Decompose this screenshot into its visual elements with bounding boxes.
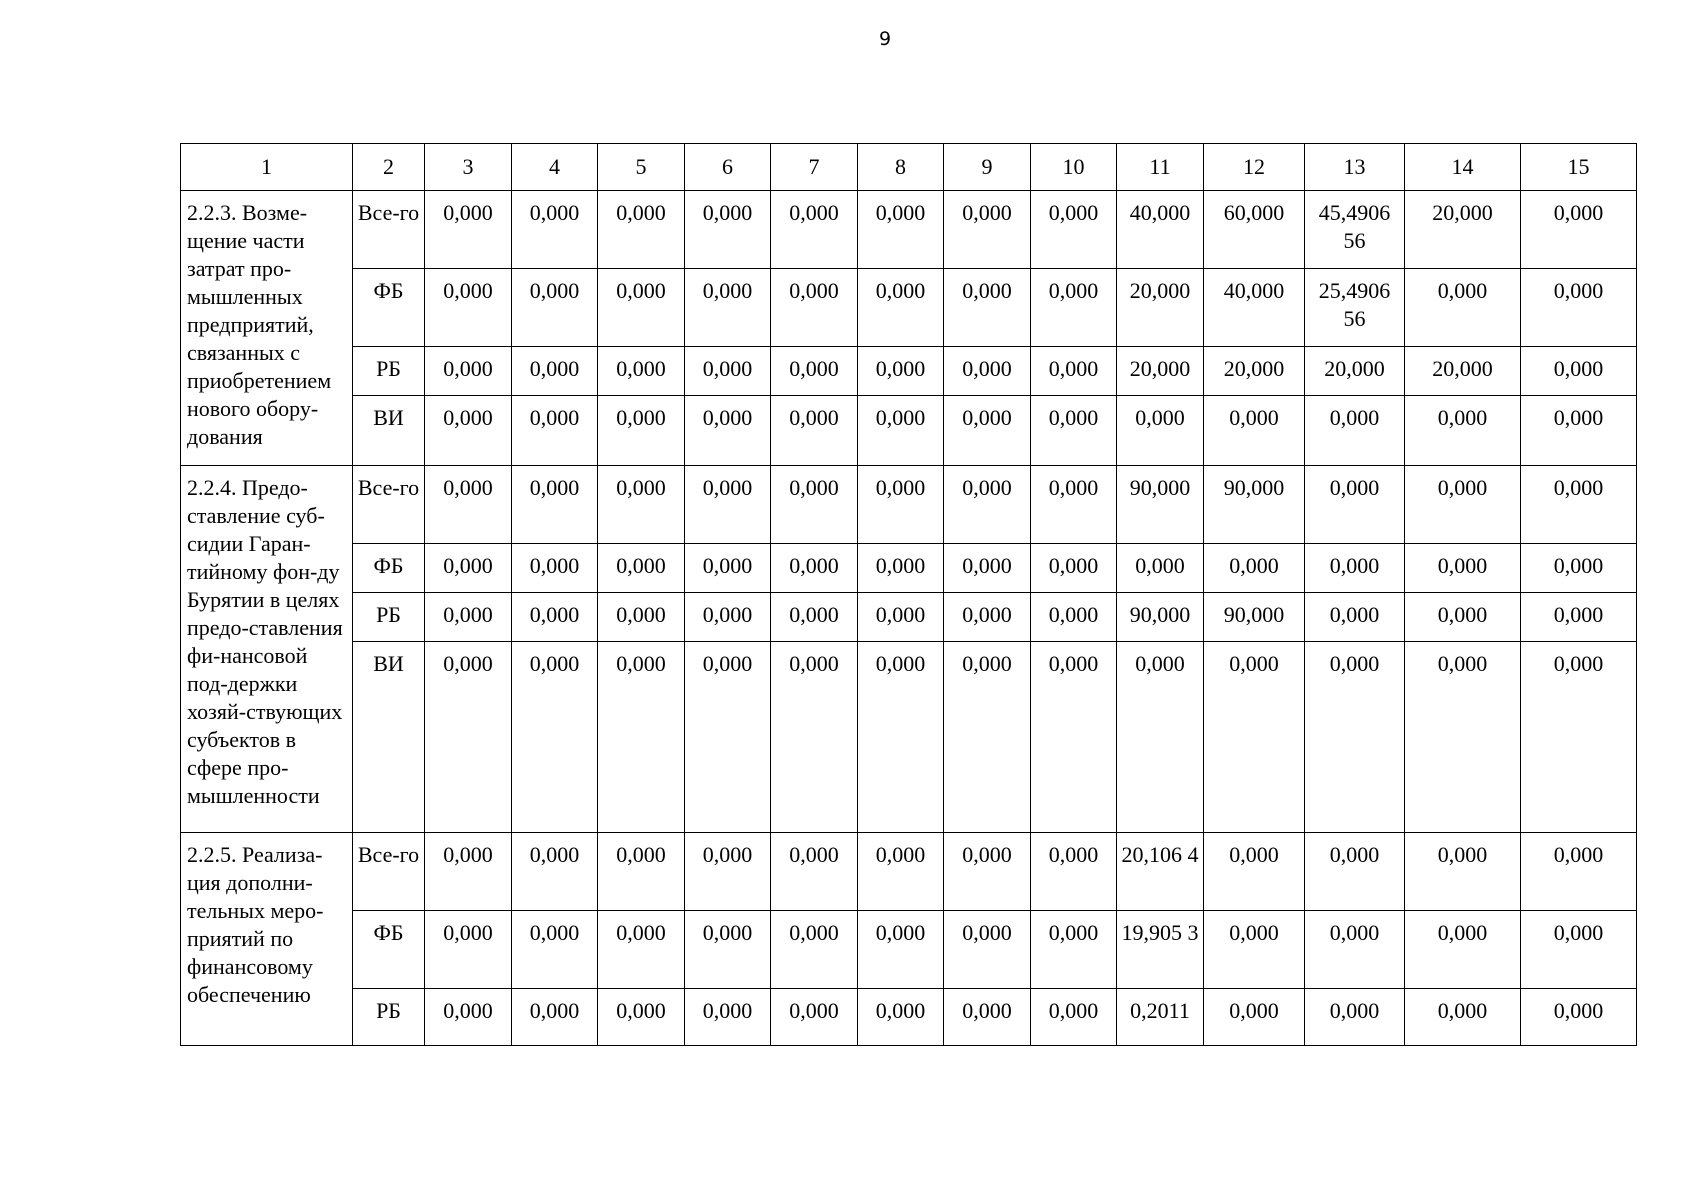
value-cell: 0,000: [1405, 396, 1521, 466]
column-header: 1: [181, 144, 353, 191]
value-cell: 0,000: [1405, 466, 1521, 544]
table-header-row: [181, 144, 1637, 191]
column-header: 7: [771, 144, 858, 191]
value-cell: 0,000: [858, 989, 944, 1046]
value-cell: 0,000: [1521, 833, 1637, 911]
value-cell: 0,000: [598, 833, 685, 911]
value-cell: 0,000: [1031, 911, 1117, 989]
value-cell: 0,000: [944, 833, 1031, 911]
value-cell: 0,000: [858, 833, 944, 911]
funding-source-cell: ФБ: [353, 544, 425, 593]
funding-source-cell: Все-го: [353, 191, 425, 269]
column-header: 5: [598, 144, 685, 191]
value-cell: 0,000: [685, 347, 771, 396]
value-cell: 20,000: [1117, 269, 1204, 347]
value-cell: 0,000: [771, 466, 858, 544]
table-row: [181, 466, 1637, 544]
value-cell: 0,000: [1031, 347, 1117, 396]
table-row: [181, 989, 1637, 1046]
value-cell: 0,000: [1031, 466, 1117, 544]
value-cell: 0,000: [1521, 466, 1637, 544]
value-cell: 0,000: [598, 989, 685, 1046]
funding-source-cell: ВИ: [353, 396, 425, 466]
value-cell: 20,000: [1204, 347, 1305, 396]
value-cell: 0,000: [425, 911, 512, 989]
value-cell: 0,000: [771, 191, 858, 269]
value-cell: 0,000: [771, 544, 858, 593]
value-cell: 0,000: [944, 466, 1031, 544]
value-cell: 0,000: [1405, 544, 1521, 593]
value-cell: 0,000: [685, 911, 771, 989]
value-cell: 0,000: [598, 911, 685, 989]
value-cell: 20,106 4: [1117, 833, 1204, 911]
value-cell: 0,000: [512, 911, 598, 989]
value-cell: 0,000: [858, 396, 944, 466]
value-cell: 90,000: [1204, 593, 1305, 642]
value-cell: 0,000: [685, 396, 771, 466]
value-cell: 0,000: [1305, 544, 1405, 593]
column-header: 4: [512, 144, 598, 191]
value-cell: 0,000: [425, 989, 512, 1046]
value-cell: 0,000: [512, 191, 598, 269]
value-cell: 0,000: [944, 911, 1031, 989]
value-cell: 0,000: [512, 833, 598, 911]
value-cell: 0,000: [1521, 544, 1637, 593]
value-cell: 20,000: [1305, 347, 1405, 396]
value-cell: 0,000: [1117, 642, 1204, 833]
value-cell: 0,000: [425, 544, 512, 593]
funding-source-cell: РБ: [353, 593, 425, 642]
value-cell: 0,000: [944, 347, 1031, 396]
value-cell: 0,000: [1204, 989, 1305, 1046]
value-cell: 0,000: [771, 911, 858, 989]
value-cell: 0,000: [944, 191, 1031, 269]
value-cell: 0,000: [685, 191, 771, 269]
value-cell: 0,000: [1204, 911, 1305, 989]
value-cell: 0,000: [1405, 911, 1521, 989]
column-header: 8: [858, 144, 944, 191]
value-cell: 0,000: [685, 833, 771, 911]
value-cell: 0,000: [1204, 642, 1305, 833]
value-cell: 0,000: [1521, 642, 1637, 833]
value-cell: 0,000: [425, 593, 512, 642]
value-cell: 0,000: [1405, 593, 1521, 642]
value-cell: 0,000: [598, 544, 685, 593]
value-cell: 0,000: [512, 989, 598, 1046]
column-header: 12: [1204, 144, 1305, 191]
value-cell: 0,000: [685, 269, 771, 347]
value-cell: 0,000: [1405, 989, 1521, 1046]
value-cell: 19,905 3: [1117, 911, 1204, 989]
table-row: [181, 544, 1637, 593]
column-header: 9: [944, 144, 1031, 191]
value-cell: 0,000: [1521, 593, 1637, 642]
value-cell: 0,000: [1521, 989, 1637, 1046]
value-cell: 0,000: [771, 989, 858, 1046]
value-cell: 20,000: [1117, 347, 1204, 396]
value-cell: 0,000: [598, 269, 685, 347]
value-cell: 0,000: [858, 642, 944, 833]
value-cell: 0,000: [598, 642, 685, 833]
value-cell: 0,000: [858, 544, 944, 593]
value-cell: 20,000: [1405, 347, 1521, 396]
value-cell: 0,000: [858, 911, 944, 989]
value-cell: 0,000: [1305, 833, 1405, 911]
table-row: [181, 396, 1637, 466]
value-cell: 0,000: [512, 269, 598, 347]
value-cell: 60,000: [1204, 191, 1305, 269]
value-cell: 0,000: [944, 269, 1031, 347]
value-cell: 0,000: [1305, 466, 1405, 544]
activity-name-cell: 2.2.4. Предо-ставление суб-сидии Гаран-тийному фон-ду Бурятии в целях предо-ставления фи-нансовой под-держки хозяй-ствующих субъектов в сфере про-мышленности: [181, 466, 353, 833]
value-cell: 0,000: [1305, 642, 1405, 833]
value-cell: 0,000: [1117, 396, 1204, 466]
value-cell: 0,000: [1031, 989, 1117, 1046]
value-cell: 0,000: [425, 191, 512, 269]
value-cell: 40,000: [1117, 191, 1204, 269]
column-header: 10: [1031, 144, 1117, 191]
value-cell: 0,000: [598, 396, 685, 466]
value-cell: 0,000: [598, 593, 685, 642]
value-cell: 0,000: [1031, 191, 1117, 269]
value-cell: 0,000: [1405, 269, 1521, 347]
column-header: 15: [1521, 144, 1637, 191]
value-cell: 0,000: [1204, 396, 1305, 466]
value-cell: 0,000: [944, 989, 1031, 1046]
value-cell: 0,000: [1521, 396, 1637, 466]
value-cell: 0,000: [858, 269, 944, 347]
value-cell: 0,000: [685, 593, 771, 642]
value-cell: 0,000: [1305, 911, 1405, 989]
table-row: [181, 833, 1637, 911]
value-cell: 0,000: [512, 347, 598, 396]
value-cell: 0,000: [1031, 642, 1117, 833]
table-row: [181, 593, 1637, 642]
value-cell: 0,000: [685, 989, 771, 1046]
activity-name-cell: 2.2.5. Реализа-ция дополни-тельных меро-приятий по финансовому обеспечению: [181, 833, 353, 1046]
value-cell: 0,000: [1031, 593, 1117, 642]
column-header: 14: [1405, 144, 1521, 191]
value-cell: 0,000: [944, 642, 1031, 833]
value-cell: 0,000: [1405, 833, 1521, 911]
funding-source-cell: ВИ: [353, 642, 425, 833]
value-cell: 0,000: [944, 544, 1031, 593]
value-cell: 0,000: [1521, 191, 1637, 269]
value-cell: 0,000: [512, 544, 598, 593]
value-cell: 0,000: [512, 593, 598, 642]
value-cell: 0,000: [858, 347, 944, 396]
value-cell: 0,000: [512, 396, 598, 466]
value-cell: 0,000: [425, 396, 512, 466]
column-header: 2: [353, 144, 425, 191]
value-cell: 0,000: [1031, 544, 1117, 593]
table-row: [181, 191, 1637, 269]
value-cell: 0,000: [1405, 642, 1521, 833]
value-cell: 0,000: [1521, 347, 1637, 396]
funding-source-cell: РБ: [353, 989, 425, 1046]
value-cell: 90,000: [1117, 466, 1204, 544]
value-cell: 0,000: [771, 833, 858, 911]
value-cell: 0,000: [944, 396, 1031, 466]
value-cell: 0,000: [858, 593, 944, 642]
value-cell: 0,000: [858, 466, 944, 544]
value-cell: 0,000: [685, 642, 771, 833]
value-cell: 0,000: [1521, 911, 1637, 989]
value-cell: 0,000: [425, 642, 512, 833]
value-cell: 0,000: [771, 396, 858, 466]
value-cell: 45,4906 56: [1305, 191, 1405, 269]
budget-table: [180, 143, 1637, 1046]
value-cell: 0,000: [1305, 989, 1405, 1046]
value-cell: 0,000: [512, 466, 598, 544]
funding-source-cell: ФБ: [353, 911, 425, 989]
funding-source-cell: ФБ: [353, 269, 425, 347]
value-cell: 0,000: [771, 593, 858, 642]
value-cell: 90,000: [1117, 593, 1204, 642]
value-cell: 0,000: [598, 191, 685, 269]
value-cell: 0,000: [425, 269, 512, 347]
value-cell: 0,000: [1031, 269, 1117, 347]
column-header: 3: [425, 144, 512, 191]
value-cell: 0,000: [425, 833, 512, 911]
value-cell: 20,000: [1405, 191, 1521, 269]
value-cell: 0,000: [512, 642, 598, 833]
table-row: [181, 269, 1637, 347]
value-cell: 0,000: [771, 642, 858, 833]
value-cell: 0,000: [685, 466, 771, 544]
table-row: [181, 911, 1637, 989]
table-row: [181, 347, 1637, 396]
value-cell: 0,000: [685, 544, 771, 593]
value-cell: 0,000: [771, 347, 858, 396]
value-cell: 0,000: [1521, 269, 1637, 347]
column-header: 13: [1305, 144, 1405, 191]
value-cell: 25,4906 56: [1305, 269, 1405, 347]
funding-source-cell: РБ: [353, 347, 425, 396]
activity-name-cell: 2.2.3. Возме-щение части затрат про-мышленных предприятий, связанных с приобретением нового обору-дования: [181, 191, 353, 466]
page-number: 9: [878, 28, 892, 50]
funding-source-cell: Все-го: [353, 466, 425, 544]
value-cell: 0,000: [944, 593, 1031, 642]
value-cell: 0,000: [425, 347, 512, 396]
table-body: [181, 191, 1637, 1046]
value-cell: 0,000: [598, 466, 685, 544]
value-cell: 0,000: [1031, 396, 1117, 466]
column-header: 11: [1117, 144, 1204, 191]
value-cell: 0,000: [1305, 593, 1405, 642]
value-cell: 0,000: [771, 269, 858, 347]
value-cell: 0,000: [858, 191, 944, 269]
value-cell: 0,2011: [1117, 989, 1204, 1046]
table-row: [181, 642, 1637, 833]
value-cell: 0,000: [1117, 544, 1204, 593]
value-cell: 0,000: [1204, 833, 1305, 911]
value-cell: 90,000: [1204, 466, 1305, 544]
value-cell: 40,000: [1204, 269, 1305, 347]
value-cell: 0,000: [1305, 396, 1405, 466]
column-header: 6: [685, 144, 771, 191]
value-cell: 0,000: [598, 347, 685, 396]
value-cell: 0,000: [1031, 833, 1117, 911]
funding-source-cell: Все-го: [353, 833, 425, 911]
value-cell: 0,000: [425, 466, 512, 544]
value-cell: 0,000: [1204, 544, 1305, 593]
